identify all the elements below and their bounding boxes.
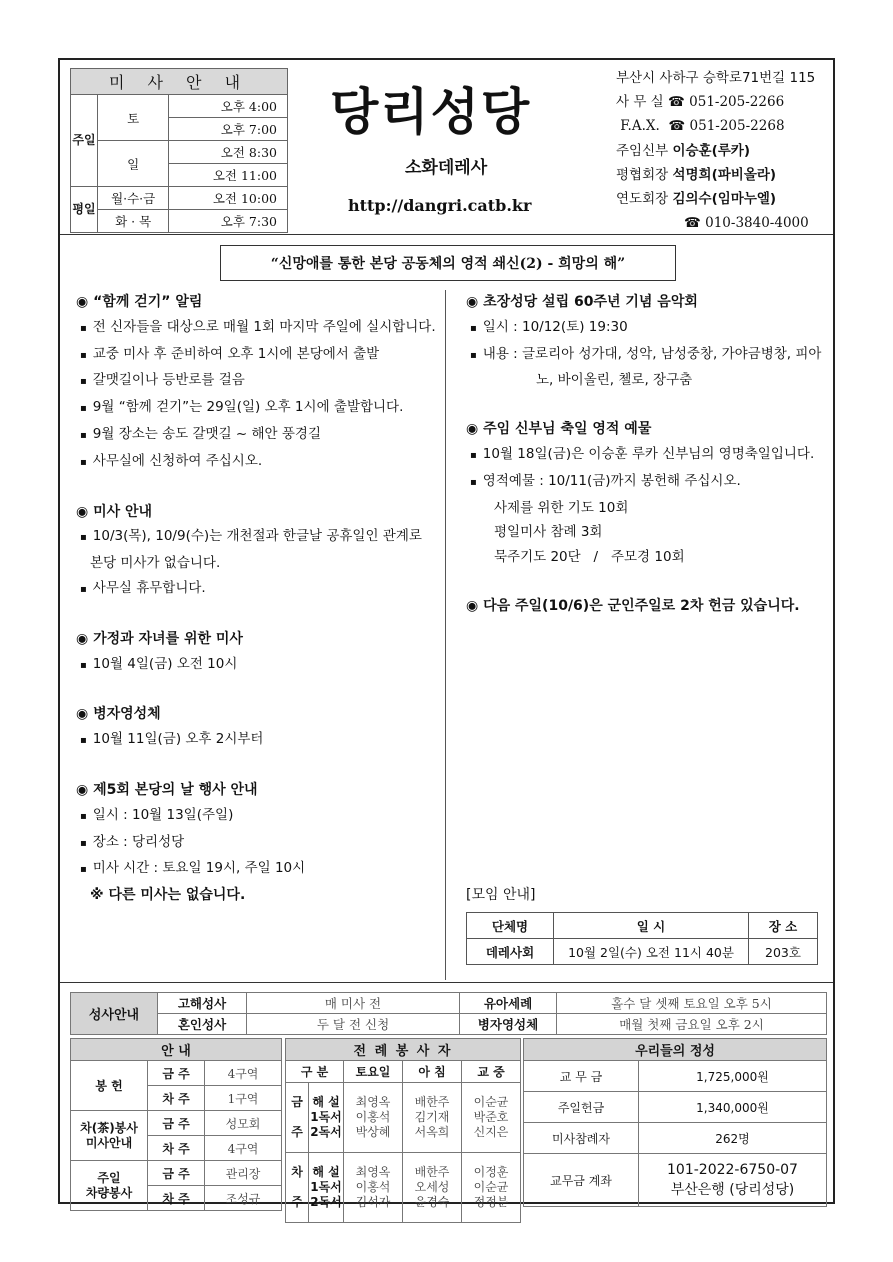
liturgy-names: 배한주 오세성 윤경숙: [403, 1153, 462, 1223]
liturgy-names: 배한주 김기재 서옥희: [403, 1083, 462, 1153]
parish-title: 당리성당: [330, 82, 532, 141]
union-label: 연도회장: [616, 191, 669, 208]
list-item: ▪ 내용 : 글로리아 성가대, 성악, 남성중창, 가야금병창, 피아노, 바이올린, 첼로, 장구춤: [466, 342, 826, 394]
list-item: ▪ 교중 미사 후 준비하여 오후 1시에 본당에서 출발: [76, 342, 436, 369]
list-item: ▪ 9월 “함께 걷기”는 29일(일) 오후 1시에 출발합니다.: [76, 395, 436, 422]
guide-week: 금 주: [148, 1061, 205, 1086]
mass-schedule-header: 미 사 안 내: [71, 69, 288, 95]
mass-time: 오전 8:30: [169, 141, 288, 164]
guide-week: 차 주: [148, 1086, 205, 1111]
guide-week: 금 주: [148, 1161, 205, 1186]
meeting-cell: 10월 2일(수) 오전 11시 40분: [554, 939, 749, 965]
offering-table: [523, 1038, 827, 1207]
liturgy-col: 토요일: [344, 1061, 403, 1083]
phone-icon: ☎: [684, 215, 701, 232]
account-label: 교무금 계좌: [524, 1154, 639, 1207]
header-divider: [60, 234, 833, 235]
union-name: 김의수(임마누엘): [672, 191, 777, 208]
weekday-group-label: 평일: [71, 187, 98, 233]
mass-time: 오후 7:00: [169, 118, 288, 141]
mass-time: 오후 7:30: [169, 210, 288, 233]
list-item: ▪ 전 신자들을 대상으로 매월 1회 마지막 주일에 실시합니다.: [76, 315, 436, 342]
list-item: ▪ 일시 : 10/12(토) 19:30: [466, 315, 826, 342]
liturgy-week: 금 주: [286, 1083, 309, 1153]
office-phone: 051-205-2266: [689, 94, 785, 111]
mass-time: 오후 4:00: [169, 95, 288, 118]
liturgy-week: 차 주: [286, 1153, 309, 1223]
sacrament-name: 유아세례: [460, 993, 557, 1014]
offering-value: 1,340,000원: [639, 1092, 827, 1123]
meeting-cell: 데레사회: [467, 939, 554, 965]
sacrament-info: 매 미사 전: [247, 993, 460, 1014]
note: ※ 다른 미사는 없습니다.: [90, 887, 246, 904]
account-info: [639, 1154, 827, 1207]
liturgy-col: 아 침: [403, 1061, 462, 1083]
council-name: 석명희(파비올라): [672, 166, 777, 183]
sunday-group-label: 주일: [71, 95, 98, 187]
guide-value: 관리장: [205, 1161, 282, 1186]
address: 부산시 사하구 승학로71번길 115: [616, 70, 816, 86]
sacraments-table: [70, 992, 827, 1035]
feast-line: 묵주기도 20단 / 주모경 10회: [494, 549, 685, 566]
list-item: ▪ 사무실에 신청하여 주십시오.: [76, 449, 436, 476]
list-item: ▪ 갈맷길이나 등반로를 걸음: [76, 368, 436, 395]
list-item: ▪ 10월 11일(금) 오후 2시부터: [76, 727, 436, 754]
section-title: ◉ 초장성당 설립 60주년 기념 음악회: [466, 294, 698, 310]
contact-info: [616, 66, 815, 235]
mass-day-mwf: 월·수·금: [98, 187, 169, 210]
section-title: ◉ 제5회 본당의 날 행사 안내: [76, 781, 258, 798]
sacrament-info: 두 달 전 신청: [247, 1014, 460, 1035]
pastor-name: 이승훈(루카): [672, 142, 751, 159]
theme-banner: “신망애를 통한 본당 공동체의 영적 쇄신(2) - 희망의 해”: [220, 245, 676, 281]
guide-group: 차(茶)봉사 미사안내: [71, 1111, 148, 1161]
left-column: [76, 290, 436, 908]
footer-divider: [60, 982, 833, 983]
account-number: 101-2022-6750-07: [667, 1162, 798, 1178]
meeting-header: 단체명: [467, 913, 554, 939]
sacrament-info: 홀수 달 셋째 토요일 오후 5시: [557, 993, 827, 1014]
guide-value: 4구역: [205, 1061, 282, 1086]
guide-table: [70, 1038, 282, 1211]
liturgy-col: 구 분: [286, 1061, 344, 1083]
mass-time: 오전 11:00: [169, 164, 288, 187]
section-title: ◉ 다음 주일(10/6)은 군인주일로 2차 헌금 있습니다.: [466, 597, 800, 614]
list-item: ▪ 10월 18일(금)은 이승훈 루카 신부님의 영명축일입니다.: [466, 442, 826, 469]
guide-value: 조성규: [205, 1186, 282, 1211]
liturgy-roles: 해 설 1독서 2독서: [309, 1153, 344, 1223]
meeting-header: 일 시: [554, 913, 749, 939]
section-title: ◉ 가정과 자녀를 위한 미사: [76, 630, 243, 647]
offering-label: 주일헌금: [524, 1092, 639, 1123]
union-phone: 010-3840-4000: [705, 215, 809, 232]
section-title: ◉ 미사 안내: [76, 503, 153, 520]
mass-day-tt: 화 · 목: [98, 210, 169, 233]
offering-header: 우리들의 정성: [524, 1039, 827, 1061]
column-divider: [445, 290, 446, 980]
guide-week: 차 주: [148, 1186, 205, 1211]
section-title: ◉ 병자영성체: [76, 706, 161, 723]
liturgy-col: 교 중: [462, 1061, 521, 1083]
parish-subtitle: 소화데레사: [405, 158, 488, 178]
offering-value: 1,725,000원: [639, 1061, 827, 1092]
right-column: [466, 290, 826, 619]
sacrament-name: 고해성사: [158, 993, 247, 1014]
sacraments-label: 성사안내: [71, 993, 158, 1035]
mass-schedule-table: [70, 68, 288, 233]
guide-week: 금 주: [148, 1111, 205, 1136]
guide-group: 봉 헌: [71, 1061, 148, 1111]
pastor-label: 주임신부: [616, 142, 669, 159]
fax-number: 051-205-2268: [689, 118, 785, 135]
sacrament-info: 매월 첫째 금요일 오후 2시: [557, 1014, 827, 1035]
guide-value: 1구역: [205, 1086, 282, 1111]
guide-week: 차 주: [148, 1136, 205, 1161]
mass-day-sun: 일: [98, 141, 169, 187]
feast-line: 평일미사 참례 3회: [494, 524, 603, 541]
liturgy-names: 최영옥 이홍석 박상혜: [344, 1083, 403, 1153]
sacrament-name: 혼인성사: [158, 1014, 247, 1035]
phone-icon: ☎: [668, 118, 686, 135]
mass-day-sat: 토: [98, 95, 169, 141]
sacrament-name: 병자영성체: [460, 1014, 557, 1035]
liturgy-header: 전 례 봉 사 자: [286, 1039, 521, 1061]
list-item: ▪ 10월 4일(금) 오전 10시: [76, 652, 436, 679]
guide-header: 안 내: [71, 1039, 282, 1061]
meeting-header: 장 소: [749, 913, 818, 939]
list-item: ▪ 미사 시간 : 토요일 19시, 주일 10시: [76, 856, 436, 883]
guide-group: 주일 차량봉사: [71, 1161, 148, 1211]
liturgy-roles: 해 설 1독서 2독서: [309, 1083, 344, 1153]
list-item: ▪ 10/3(목), 10/9(수)는 개천절과 한글날 공휴일인 관계로 본당 미사가 없습니다.: [76, 524, 436, 576]
liturgy-table: [285, 1038, 521, 1223]
guide-value: 4구역: [205, 1136, 282, 1161]
guide-value: 성모회: [205, 1111, 282, 1136]
section-title: ◉ 주임 신부님 축일 영적 예물: [466, 421, 652, 438]
feast-line: 사제를 위한 기도 10회: [494, 499, 629, 516]
liturgy-names: 최영옥 이홍석 김석자: [344, 1153, 403, 1223]
meeting-table: [466, 912, 818, 965]
list-item: ▪ 영적예물 : 10/11(금)까지 봉헌해 주십시오.: [466, 469, 826, 496]
offering-label: 미사참례자: [524, 1123, 639, 1154]
list-item: ▪ 장소 : 당리성당: [76, 830, 436, 857]
liturgy-names: 이정훈 이순균 정정분: [462, 1153, 521, 1223]
council-label: 평협회장: [616, 166, 669, 183]
parish-url[interactable]: http://dangri.catb.kr: [348, 196, 532, 215]
fax-label: F.A.X.: [620, 118, 660, 135]
phone-icon: ☎: [668, 94, 685, 111]
liturgy-names: 이순균 박준호 신지은: [462, 1083, 521, 1153]
meeting-label: [모임 안내]: [466, 887, 536, 903]
list-item: ▪ 일시 : 10월 13일(주일): [76, 803, 436, 830]
offering-value: 262명: [639, 1123, 827, 1154]
list-item: ▪ 사무실 휴무합니다.: [76, 576, 436, 603]
offering-label: 교 무 금: [524, 1061, 639, 1092]
meeting-cell: 203호: [749, 939, 818, 965]
account-bank: 부산은행 (당리성당): [670, 1182, 795, 1198]
list-item: ▪ 9월 장소는 송도 갈맷길 ~ 해안 풍경길: [76, 422, 436, 449]
mass-time: 오전 10:00: [169, 187, 288, 210]
section-title: ◉ “함께 걷기” 알림: [76, 294, 203, 310]
office-label: 사 무 실: [616, 94, 664, 111]
